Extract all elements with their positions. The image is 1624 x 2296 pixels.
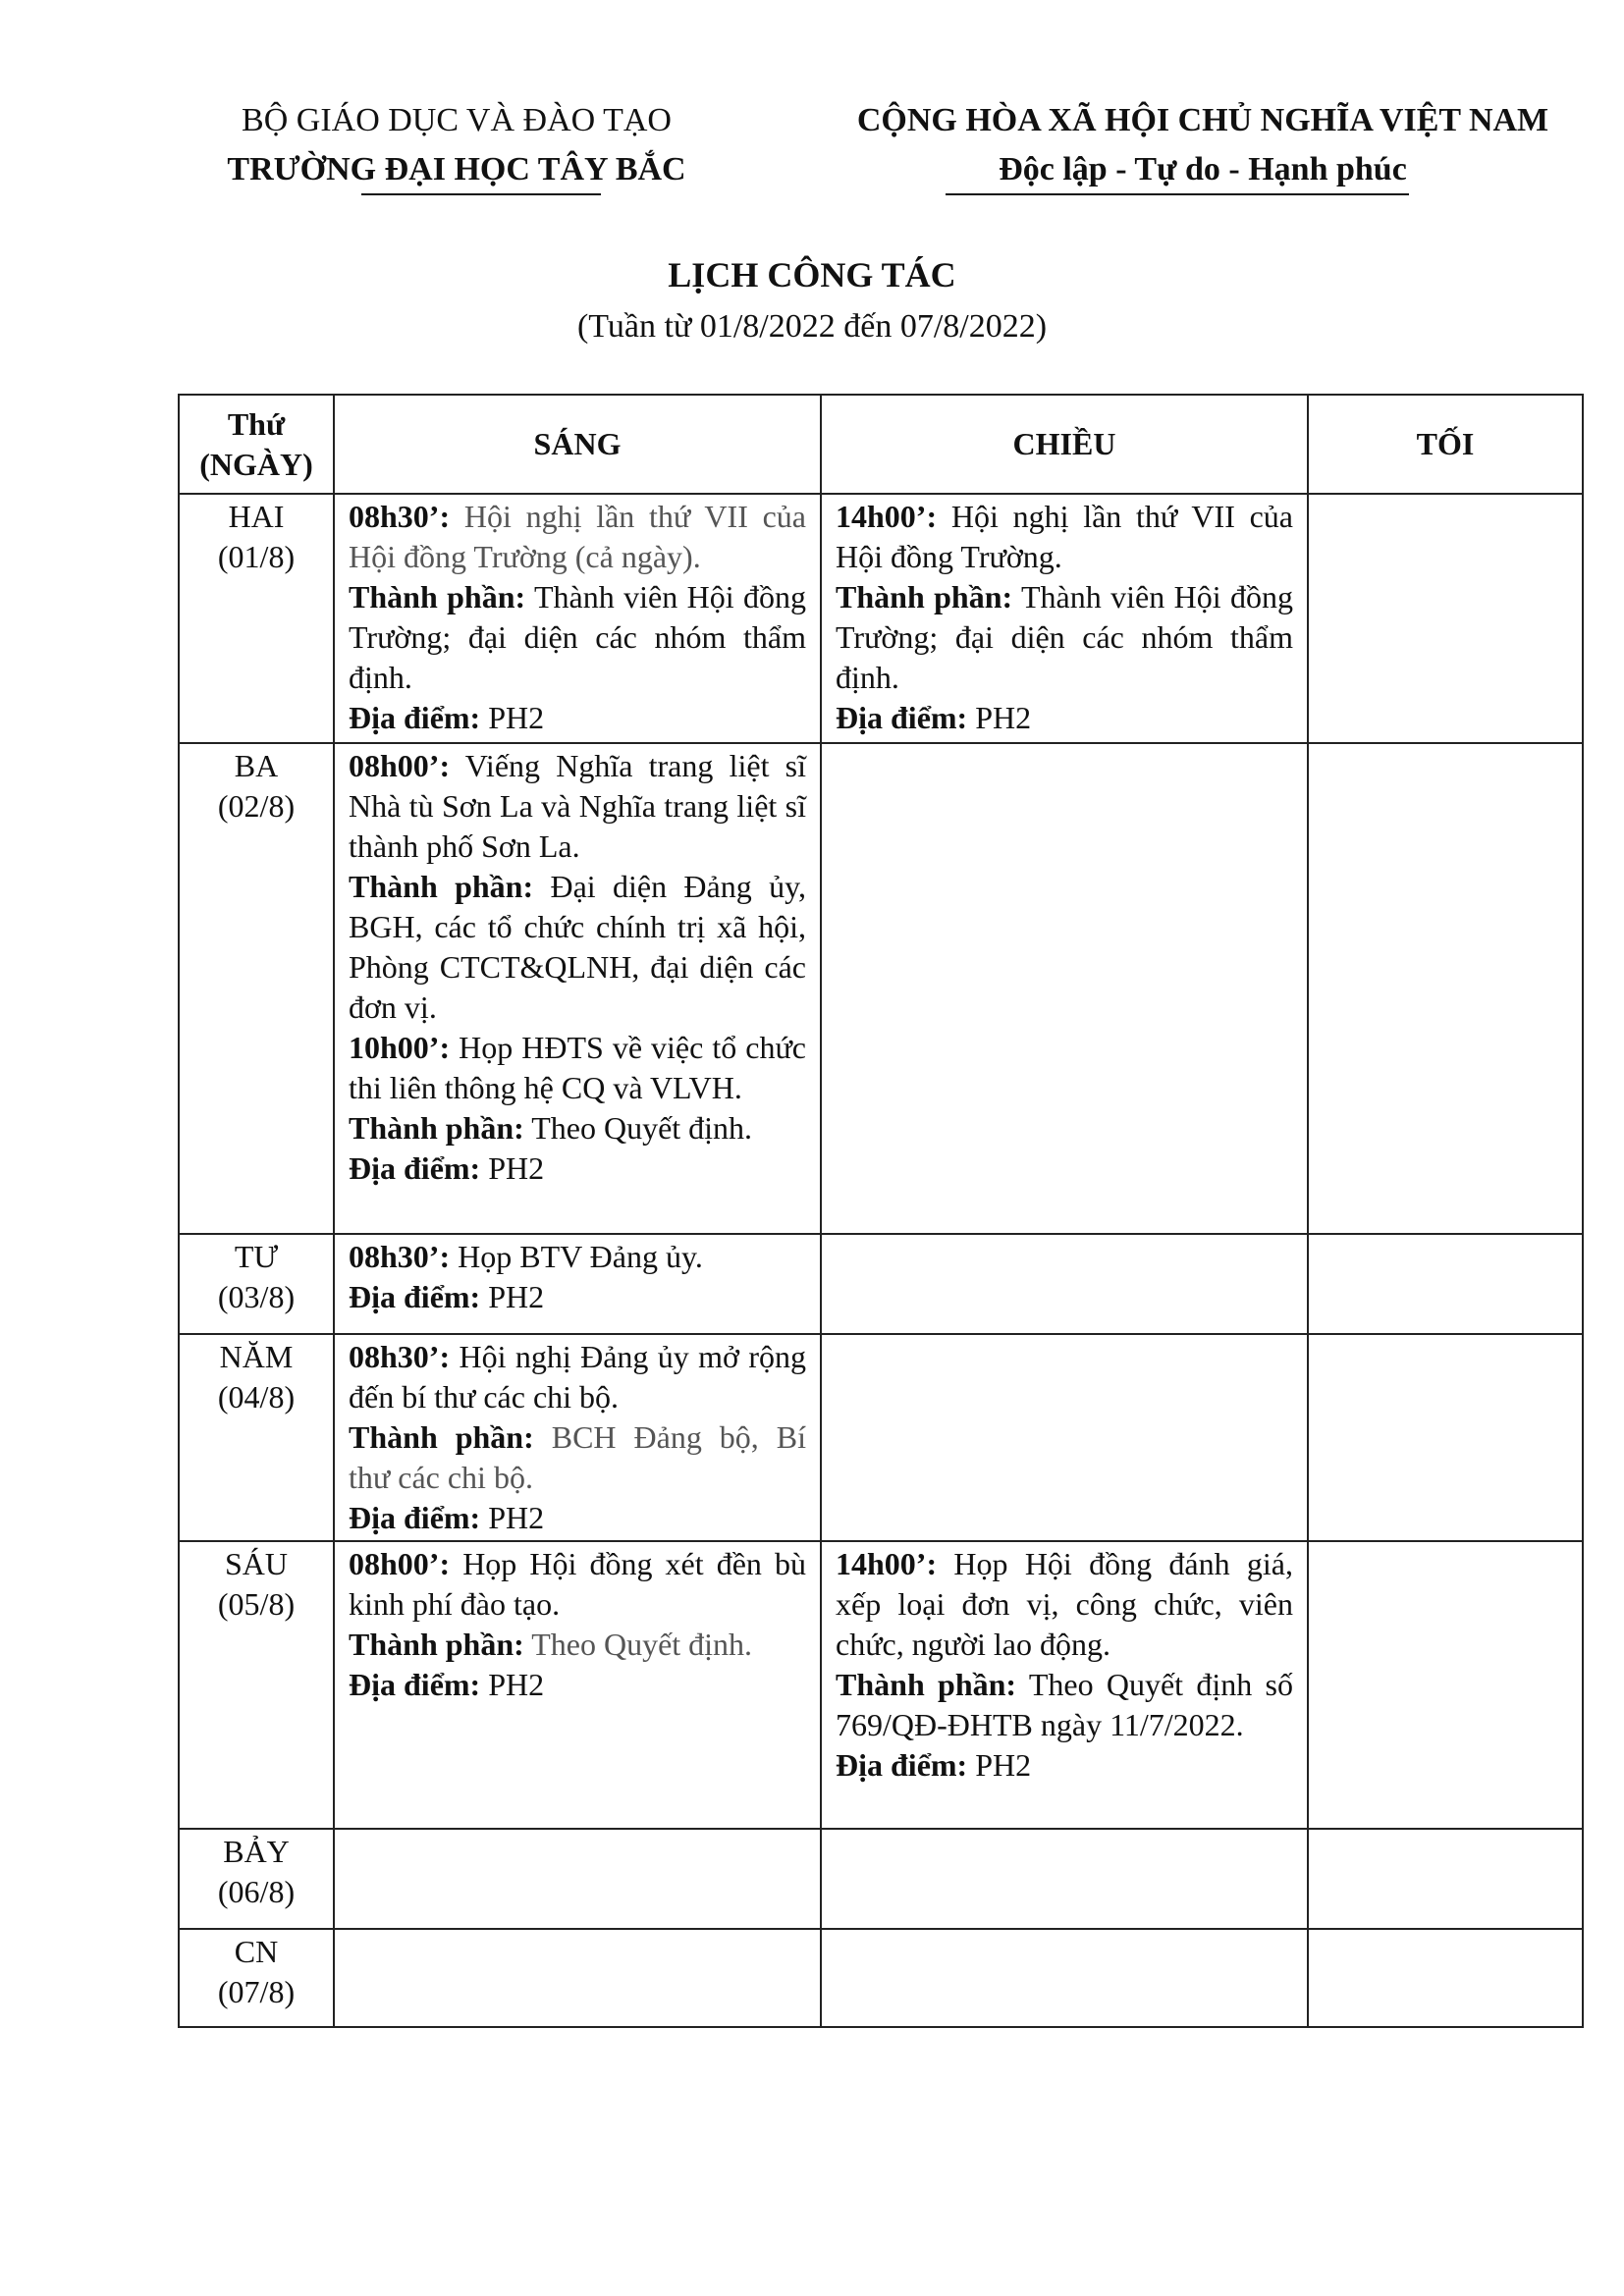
- table-row: [179, 1334, 1583, 1541]
- morning-cell: [334, 494, 821, 743]
- entry-time: 14h00’:: [836, 1546, 938, 1581]
- morning-entry: [349, 577, 806, 698]
- entry-text: Hội nghị Đảng ủy mở rộng đến bí thư các chi bộ.: [349, 1339, 806, 1415]
- header-right: [820, 96, 1586, 194]
- header-evening: TỐI: [1308, 395, 1583, 494]
- university-name: TRƯỜNG ĐẠI HỌC TÂY BẮC: [227, 151, 686, 187]
- day-date: (01/8): [217, 539, 296, 574]
- evening-cell: [1308, 1334, 1583, 1541]
- entry-label: Địa điểm:: [349, 1279, 481, 1314]
- entry-text: PH2: [480, 1279, 545, 1314]
- morning-cell: [334, 1541, 821, 1829]
- day-name: CN: [234, 1934, 279, 1969]
- afternoon-entry: [836, 1544, 1293, 1665]
- day-cell: [179, 1541, 334, 1829]
- schedule-table: [178, 394, 1584, 2028]
- morning-entry: [349, 1108, 806, 1148]
- morning-cell: [334, 1234, 821, 1334]
- afternoon-entry: [836, 1665, 1293, 1745]
- entry-time: 10h00’:: [349, 1030, 451, 1065]
- table-row: [179, 1929, 1583, 2027]
- entry-text: PH2: [967, 1747, 1032, 1783]
- morning-entry: [349, 746, 806, 867]
- entry-text: PH2: [480, 1500, 545, 1535]
- day-date: (04/8): [217, 1379, 296, 1415]
- entry-label: Thành phần:: [349, 1419, 534, 1455]
- morning-cell: [334, 1829, 821, 1929]
- entry-text: Theo Quyết định.: [523, 1627, 753, 1662]
- evening-cell: [1308, 743, 1583, 1234]
- morning-entry: [349, 867, 806, 1028]
- document-title: LỊCH CÔNG TÁC: [668, 255, 956, 294]
- evening-cell: [1308, 494, 1583, 743]
- national-motto: Độc lập - Tự do - Hạnh phúc: [999, 151, 1407, 187]
- evening-cell: [1308, 1234, 1583, 1334]
- day-name: HAI: [228, 499, 285, 534]
- entry-label: Thành phần:: [836, 579, 1013, 614]
- afternoon-cell: [821, 1829, 1308, 1929]
- header-day: [179, 395, 334, 494]
- entry-text: Hội nghị lần thứ VII của Hội đồng Trường (cả ngày).: [349, 499, 806, 574]
- table-row: [179, 494, 1583, 743]
- day-name: TƯ: [234, 1239, 279, 1274]
- morning-entry: [349, 1148, 806, 1189]
- day-cell: [179, 1334, 334, 1541]
- afternoon-cell: [821, 1929, 1308, 2027]
- afternoon-cell: [821, 1541, 1308, 1829]
- table-row: [179, 743, 1583, 1234]
- evening-cell: [1308, 1829, 1583, 1929]
- day-cell: [179, 1234, 334, 1334]
- day-name: NĂM: [219, 1339, 294, 1374]
- morning-entry: [349, 497, 806, 577]
- entry-label: Địa điểm:: [349, 1500, 481, 1535]
- entry-text: PH2: [480, 700, 545, 735]
- entry-label: Thành phần:: [836, 1667, 1017, 1702]
- table-row: [179, 1829, 1583, 1929]
- day-date: (07/8): [217, 1974, 296, 2009]
- entry-time: 08h30’:: [349, 1239, 451, 1274]
- entry-label: Thành phần:: [349, 1110, 524, 1146]
- entry-label: Thành phần:: [349, 579, 526, 614]
- country-name: CỘNG HÒA XÃ HỘI CHỦ NGHĨA VIỆT NAM: [856, 102, 1549, 138]
- entry-label: Địa điểm:: [836, 700, 968, 735]
- day-name: BA: [234, 748, 279, 783]
- entry-time: 08h30’:: [349, 1339, 451, 1374]
- afternoon-cell: [821, 1334, 1308, 1541]
- morning-cell: [334, 743, 821, 1234]
- entry-text: Theo Quyết định số 769/QĐ-ĐHTB ngày 11/7/2022.: [836, 1667, 1294, 1742]
- morning-entry: [349, 1028, 806, 1108]
- day-date: (02/8): [217, 788, 296, 824]
- day-date: (05/8): [217, 1586, 296, 1622]
- entry-label: Địa điểm:: [349, 1667, 481, 1702]
- morning-entry: [349, 1665, 806, 1705]
- entry-label: Thành phần:: [349, 1627, 524, 1662]
- afternoon-entry: [836, 497, 1293, 577]
- table-row: [179, 1541, 1583, 1829]
- day-cell: [179, 494, 334, 743]
- afternoon-entry: [836, 577, 1293, 698]
- morning-entry: [349, 1498, 806, 1538]
- entry-time: 08h00’:: [349, 1546, 451, 1581]
- table-row: [179, 1234, 1583, 1334]
- morning-entry: [349, 1625, 806, 1665]
- afternoon-cell: [821, 1234, 1308, 1334]
- afternoon-entry: [836, 698, 1293, 738]
- entry-text: Họp Hội đồng xét đền bù kinh phí đào tạo.: [349, 1546, 806, 1622]
- afternoon-cell: [821, 494, 1308, 743]
- header-left: [196, 96, 717, 194]
- afternoon-entry: [836, 1745, 1293, 1786]
- entry-text: Thành viên Hội đồng Trường; đại diện các nhóm thẩm định.: [349, 579, 806, 695]
- ministry-name: BỘ GIÁO DỤC VÀ ĐÀO TẠO: [242, 102, 672, 138]
- entry-text: Họp BTV Đảng ủy.: [450, 1239, 703, 1274]
- table-header-row: [179, 395, 1583, 494]
- header-afternoon: CHIỀU: [821, 395, 1308, 494]
- morning-entry: [349, 1337, 806, 1417]
- header-morning: SÁNG: [334, 395, 821, 494]
- day-cell: [179, 743, 334, 1234]
- entry-text: Thành viên Hội đồng Trường; đại diện các nhóm thẩm định.: [836, 579, 1293, 695]
- entry-text: Viếng Nghĩa trang liệt sĩ Nhà tù Sơn La và Nghĩa trang liệt sĩ thành phố Sơn La.: [349, 748, 806, 864]
- evening-cell: [1308, 1929, 1583, 2027]
- entry-label: Thành phần:: [349, 869, 534, 904]
- entry-label: Địa điểm:: [349, 1150, 481, 1186]
- entry-text: Đại diện Đảng ủy, BGH, các tổ chức chính trị xã hội, Phòng CTCT&QLNH, đại diện các đơn vị.: [349, 869, 807, 1025]
- day-cell: [179, 1929, 334, 2027]
- afternoon-cell: [821, 743, 1308, 1234]
- day-name: BẢY: [223, 1834, 290, 1869]
- entry-text: Họp HĐTS về việc tổ chức thi liên thông hệ CQ và VLVH.: [349, 1030, 806, 1105]
- entry-text: PH2: [967, 700, 1032, 735]
- entry-time: 08h30’:: [349, 499, 451, 534]
- day-date: (06/8): [217, 1874, 296, 1909]
- morning-entry: [349, 1544, 806, 1625]
- morning-entry: [349, 1417, 806, 1498]
- entry-text: Hội nghị lần thứ VII của Hội đồng Trường.: [836, 499, 1293, 574]
- entry-text: PH2: [480, 1150, 545, 1186]
- morning-entry: [349, 1277, 806, 1317]
- header-day-sublabel: (NGÀY): [199, 446, 313, 482]
- entry-text: PH2: [480, 1667, 545, 1702]
- day-date: (03/8): [217, 1279, 296, 1314]
- entry-label: Địa điểm:: [349, 700, 481, 735]
- header-left-underline: [361, 193, 601, 195]
- entry-label: Địa điểm:: [836, 1747, 968, 1783]
- morning-entry: [349, 1237, 806, 1277]
- entry-text: BCH Đảng bộ, Bí thư các chi bộ.: [349, 1419, 807, 1495]
- morning-entry: [349, 698, 806, 738]
- day-cell: [179, 1829, 334, 1929]
- entry-time: 14h00’:: [836, 499, 938, 534]
- entry-text: Họp Hội đồng đánh giá, xếp loại đơn vị, công chức, viên chức, người lao động.: [836, 1546, 1293, 1662]
- entry-text: Theo Quyết định.: [523, 1110, 753, 1146]
- header-right-underline: [946, 193, 1409, 195]
- document-subtitle: (Tuần từ 01/8/2022 đến 07/8/2022): [576, 308, 1048, 345]
- day-name: SÁU: [224, 1546, 288, 1581]
- morning-cell: [334, 1334, 821, 1541]
- evening-cell: [1308, 1541, 1583, 1829]
- header-day-label: Thứ: [227, 405, 286, 442]
- morning-cell: [334, 1929, 821, 2027]
- entry-time: 08h00’:: [349, 748, 451, 783]
